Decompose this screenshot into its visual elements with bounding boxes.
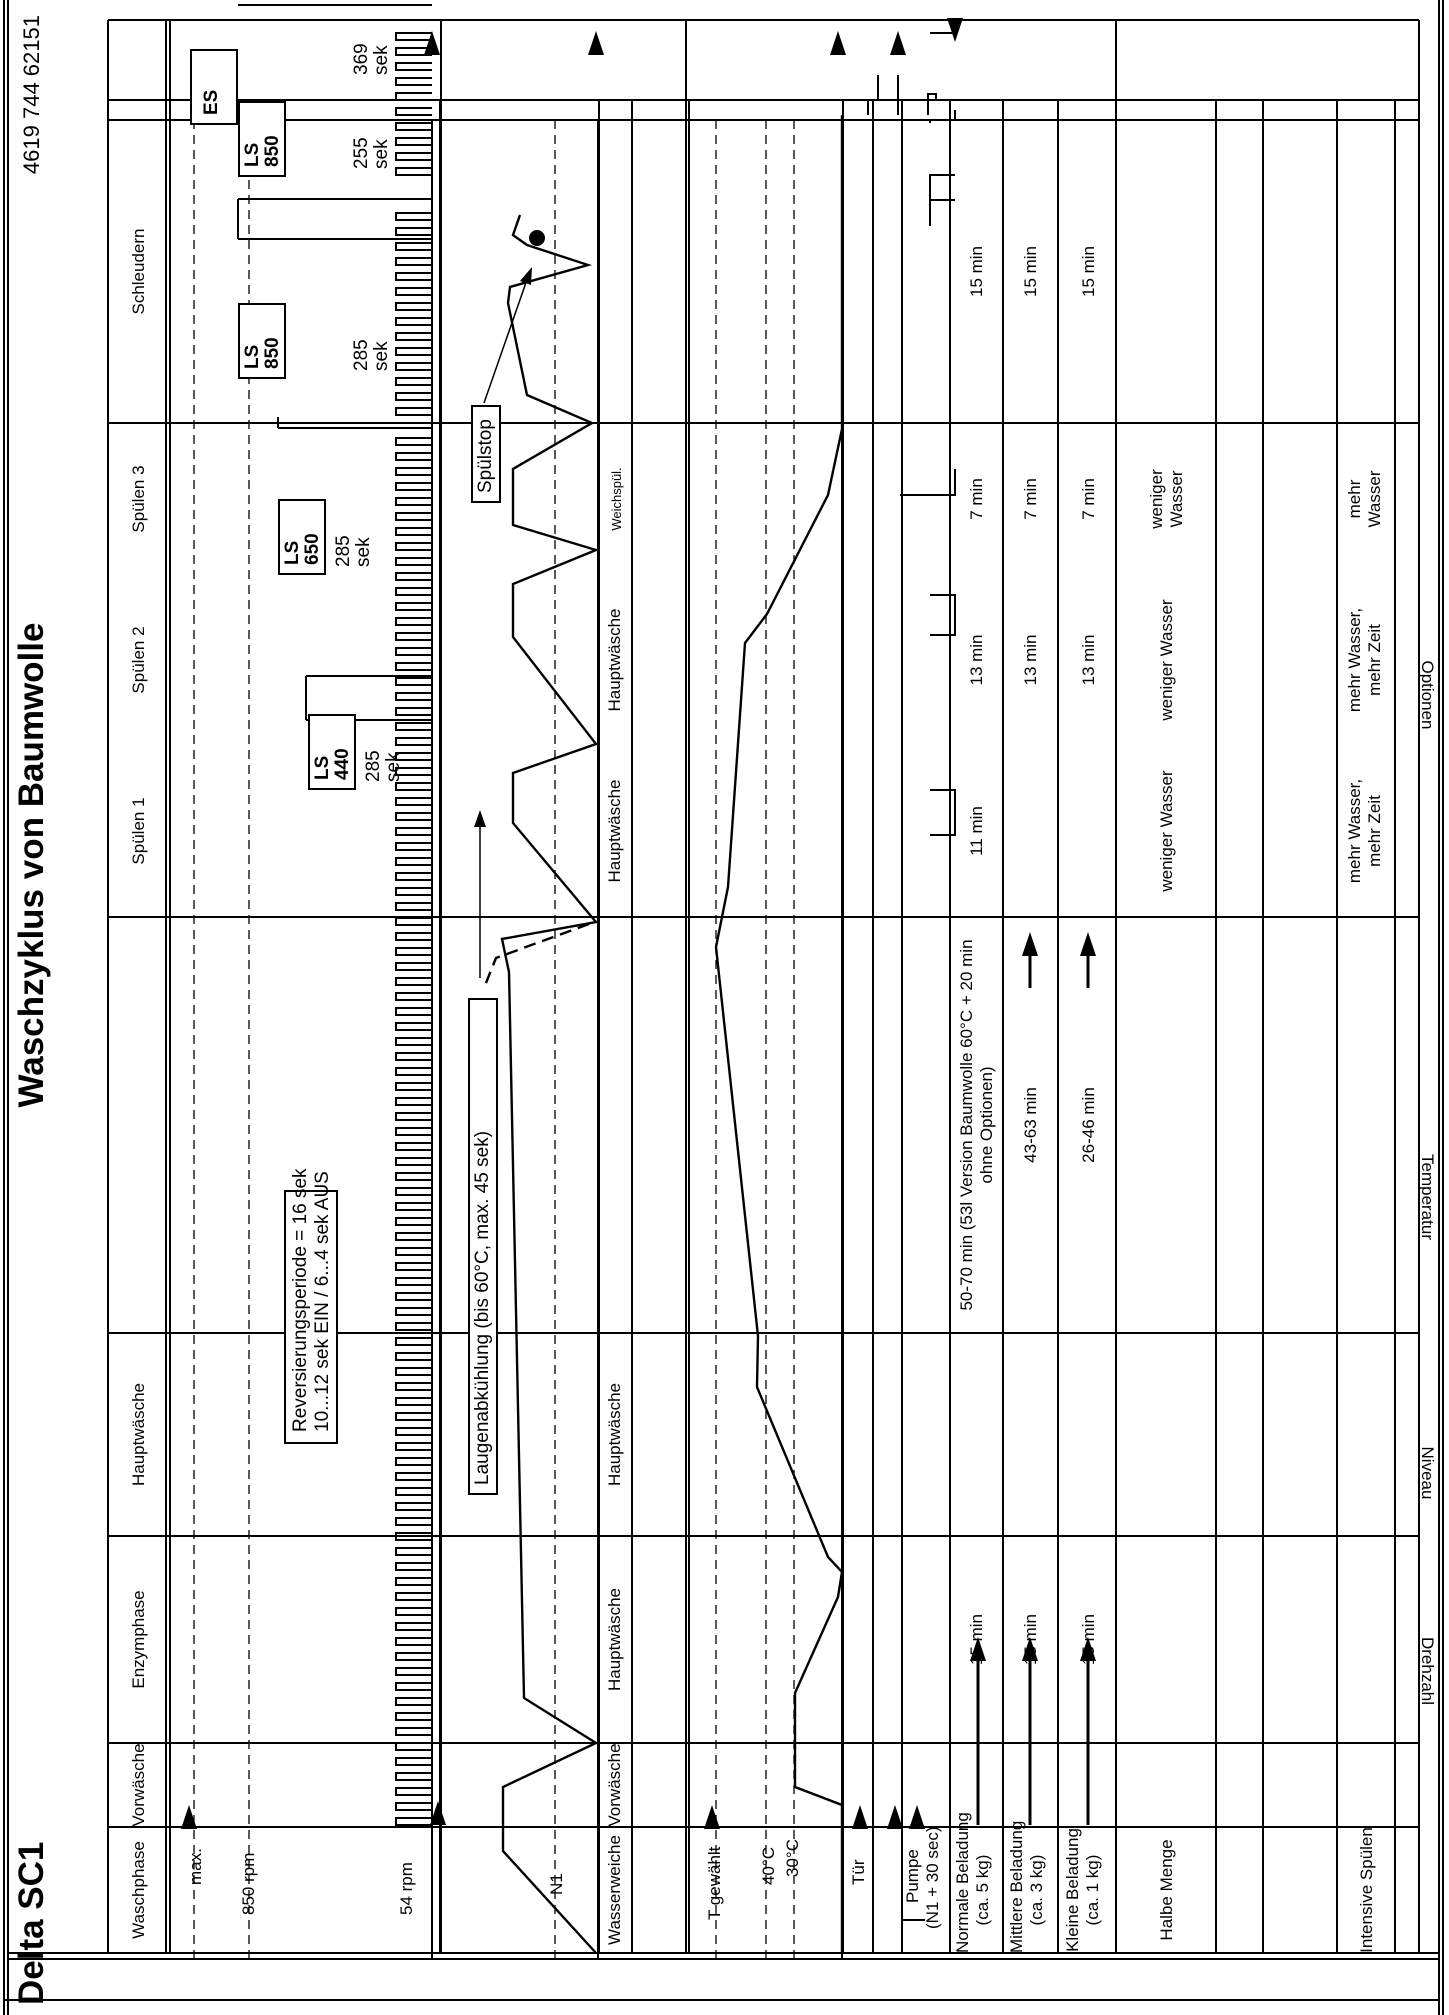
phase-main-wash: Hauptwäsche bbox=[129, 1383, 148, 1487]
spin-r1-rpm: 650 bbox=[302, 533, 323, 565]
dur-small-rinse-3: 7 min bbox=[1079, 478, 1098, 520]
ws-rinse-2: Hauptwäsche bbox=[605, 608, 624, 712]
spin-final-label: ES bbox=[201, 89, 222, 115]
spin-r1-label: LS bbox=[282, 540, 303, 565]
int-rinse-2-2: mehr Zeit bbox=[1365, 624, 1384, 696]
phase-enzyme: Enzymphase bbox=[129, 1590, 148, 1689]
spin-box-main bbox=[308, 714, 356, 790]
water-level-line bbox=[502, 215, 596, 1953]
dur-medium-spin: 15 min bbox=[1021, 245, 1040, 298]
spin-main-unit: sek bbox=[383, 752, 404, 782]
label-door: Tür bbox=[849, 1859, 868, 1885]
spin-pulses bbox=[396, 33, 432, 1825]
cooling-text: Laugenabkühlung (bis 60°C, max. 45 sek) bbox=[472, 1130, 493, 1485]
spin-s1-rpm: 850 bbox=[262, 135, 283, 167]
rinse-stop-text: Spülstop bbox=[475, 419, 496, 493]
dur-normal-enzyme: 15 min bbox=[967, 1613, 986, 1666]
spin-r2-unit: sek bbox=[371, 341, 392, 371]
spin-main-rpm: 440 bbox=[332, 748, 353, 780]
label-load-medium-2: (ca. 3 kg) bbox=[1027, 1854, 1046, 1926]
callout-leaders bbox=[480, 274, 529, 978]
half-rinse-3-1: weniger bbox=[1147, 469, 1166, 529]
pump-bracket-1 bbox=[930, 175, 955, 200]
label-phase: Waschphase bbox=[129, 1841, 148, 1939]
doc-number: 4619 744 62151 bbox=[19, 15, 44, 175]
spin-s1-label: LS bbox=[242, 142, 263, 167]
dur-small-spin: 15 min bbox=[1079, 245, 1098, 298]
label-level-n1: N1 bbox=[547, 1873, 566, 1895]
dur-normal-rinse-3: 7 min bbox=[967, 478, 986, 520]
reversing-line-1: Reversierungsperiode = 16 sek bbox=[290, 1168, 311, 1432]
label-load-small-2: (ca. 1 kg) bbox=[1083, 1854, 1102, 1926]
label-temp-40: 40°C bbox=[759, 1847, 778, 1885]
phase-pre-wash: Vorwäsche bbox=[129, 1743, 148, 1827]
half-rinse-3-2: Wasser bbox=[1167, 470, 1186, 528]
ws-rinse-3: Weichspül. bbox=[609, 467, 624, 531]
half-rinse-1: weniger Wasser bbox=[1157, 770, 1176, 892]
spin-r1-time: 285 bbox=[333, 535, 354, 567]
reversing-note bbox=[284, 1168, 338, 1444]
spin-s1-unit: sek bbox=[371, 139, 392, 169]
spin-box-final bbox=[190, 49, 238, 125]
dur-normal-main-2: ohne Optionen) bbox=[977, 1066, 996, 1184]
dur-normal-main-1: 50-70 min (53l Version Baumwolle 60°C + 20 min bbox=[957, 939, 976, 1311]
ws-enzyme: Hauptwäsche bbox=[605, 1588, 624, 1692]
ws-rinse-1: Hauptwäsche bbox=[605, 779, 624, 883]
cooling-note bbox=[468, 998, 498, 1495]
label-load-medium-1: Mittlere Beladung bbox=[1007, 1820, 1026, 1953]
half-rinse-2: weniger Wasser bbox=[1157, 599, 1176, 721]
label-water-switch: Wasserweiche bbox=[605, 1835, 624, 1945]
spin-r2-rpm: 850 bbox=[262, 337, 283, 369]
spin-final-unit: sek bbox=[371, 45, 392, 75]
int-rinse-1-1: mehr Wasser, bbox=[1345, 778, 1364, 884]
spin-r1-unit: sek bbox=[353, 537, 374, 567]
phase-rinse-3: Spülen 3 bbox=[129, 465, 148, 533]
spin-box-rinse-2 bbox=[238, 303, 286, 379]
ws-main-wash: Hauptwäsche bbox=[605, 1383, 624, 1487]
spin-r2-label: LS bbox=[242, 344, 263, 369]
label-intensive-rinse: Intensive Spülen bbox=[1357, 1827, 1376, 1953]
callout-arrowheads bbox=[474, 267, 532, 827]
phase-rinse-1: Spülen 1 bbox=[129, 797, 148, 865]
dur-small-main: 26-46 min bbox=[1079, 1087, 1098, 1163]
int-rinse-2-1: mehr Wasser, bbox=[1345, 607, 1364, 713]
label-temp-30: 30°C bbox=[783, 1839, 802, 1877]
group-label-drehzahl: Drehzahl bbox=[1417, 1636, 1437, 1706]
spin-box-spin-1 bbox=[238, 101, 286, 177]
temperature-line bbox=[716, 115, 842, 1953]
pump-bracket-4 bbox=[930, 595, 955, 635]
label-speed-max: max. bbox=[186, 1848, 205, 1885]
ws-pre-wash: Vorwäsche bbox=[605, 1743, 624, 1827]
label-pump-1: Pumpe bbox=[903, 1849, 922, 1903]
group-label-optionen: Optionen bbox=[1417, 660, 1437, 730]
label-temp-selected: T gewählt bbox=[705, 1846, 724, 1920]
pump-bracket-3 bbox=[930, 790, 955, 835]
rinse-stop-dot bbox=[529, 230, 545, 246]
dur-medium-rinse-3: 7 min bbox=[1021, 478, 1040, 520]
dur-normal-rinse-2: 13 min bbox=[967, 634, 986, 686]
rinse-stop-note bbox=[471, 405, 501, 503]
group-label-niveau: Niveau bbox=[1417, 1446, 1437, 1500]
spin-final-time: 369 bbox=[351, 43, 372, 75]
label-speed-850: 850 rpm bbox=[239, 1852, 258, 1915]
page-title: Waschzyklus von Baumwolle bbox=[12, 622, 51, 1108]
label-pump-2: (N1 + 30 sec) bbox=[923, 1826, 942, 1929]
dur-medium-main: 43-63 min bbox=[1021, 1087, 1040, 1163]
phase-spin: Schleudern bbox=[129, 228, 148, 315]
label-load-small-1: Kleine Beladung bbox=[1063, 1828, 1082, 1952]
int-rinse-3-2: Wasser bbox=[1365, 470, 1384, 528]
dur-normal-spin: 15 min bbox=[967, 245, 986, 298]
pump-bracket-2 bbox=[900, 469, 955, 495]
int-rinse-3-1: mehr bbox=[1345, 479, 1364, 519]
device-name: Delta SC1 bbox=[12, 1841, 51, 2005]
label-load-normal-1: Normale Beladung bbox=[953, 1812, 972, 1953]
door-pump-lines bbox=[868, 26, 955, 1953]
spin-r2-time: 285 bbox=[351, 339, 372, 371]
reversing-line-2: 10...12 sek EIN / 6...4 sek AUS bbox=[312, 1171, 333, 1432]
dur-medium-enzyme: 15 min bbox=[1021, 1613, 1040, 1666]
label-load-normal-2: (ca. 5 kg) bbox=[973, 1854, 992, 1926]
dur-small-enzyme: 15 min bbox=[1079, 1613, 1098, 1666]
phase-rinse-2: Spülen 2 bbox=[129, 626, 148, 694]
dur-medium-rinse-2: 13 min bbox=[1021, 634, 1040, 686]
dur-normal-rinse-1: 11 min bbox=[967, 806, 986, 856]
label-half-amount: Halbe Menge bbox=[1157, 1839, 1176, 1941]
group-label-temperatur: Temperatur bbox=[1417, 1154, 1437, 1240]
int-rinse-1-2: mehr Zeit bbox=[1365, 795, 1384, 867]
spin-box-rinse-1 bbox=[278, 499, 326, 575]
dur-small-rinse-2: 13 min bbox=[1079, 634, 1098, 686]
label-speed-54: 54 rpm bbox=[397, 1862, 416, 1915]
spin-s1-time: 255 bbox=[351, 137, 372, 169]
spin-main-time: 285 bbox=[363, 750, 384, 782]
spin-main-label: LS bbox=[312, 755, 333, 780]
